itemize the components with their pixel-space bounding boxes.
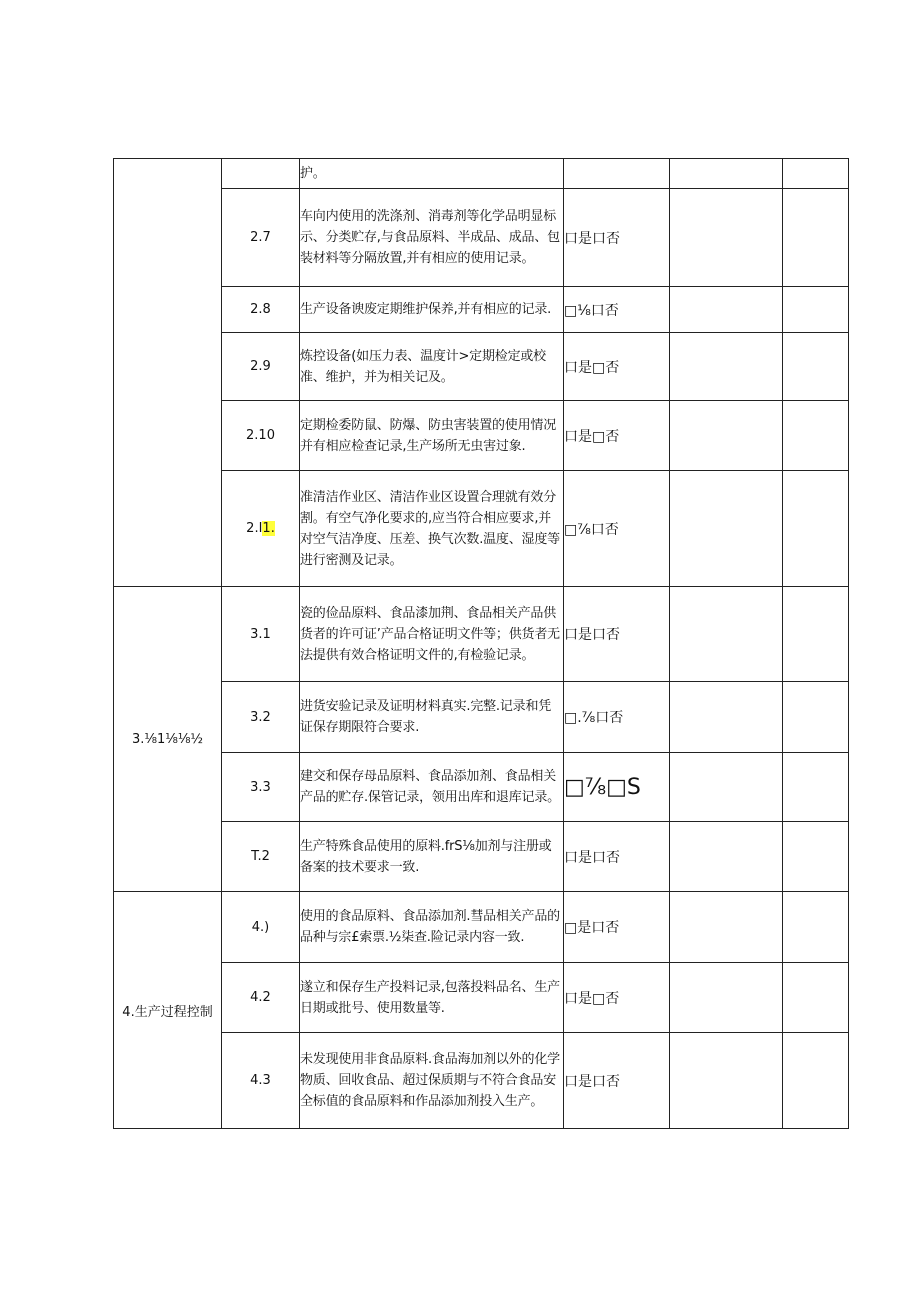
item-number: T.2: [222, 822, 300, 892]
item-number-prefix: 2.I: [246, 521, 263, 536]
result-cell: [670, 587, 783, 682]
highlighted-number: 1.: [262, 521, 275, 536]
remark-cell: [783, 471, 849, 587]
yes-no-checkbox[interactable]: □⅞□S: [564, 753, 670, 822]
result-cell: [670, 1033, 783, 1129]
table-row: [114, 753, 849, 822]
category-cell-2: [114, 159, 222, 587]
result-cell: [670, 682, 783, 753]
item-description: 未发现使用非食品原料.食品海加剂以外的化学物质、回收食品、超过保质期与不符合食品安全标值的食品原料和作品添加剂投入生产。: [300, 1033, 564, 1129]
remark-cell: [783, 1033, 849, 1129]
item-description: 遂立和保存生产投料记录,包落投料品名、生产日期或批号、使用数量等.: [300, 963, 564, 1033]
item-description: 生产特殊食品使用的原料.frS⅛加剂与注册或备案的技术要求一致.: [300, 822, 564, 892]
result-cell: [670, 159, 783, 189]
table-row: [114, 333, 849, 401]
item-number: 2.10: [222, 401, 300, 471]
table-row: [114, 892, 849, 963]
item-description: 生产设备谀废定期维护保养,并有相应的记录.: [300, 287, 564, 333]
yes-no-checkbox[interactable]: □⅞口否: [564, 471, 670, 587]
remark-cell: [783, 822, 849, 892]
item-description: 护。: [300, 159, 564, 189]
yes-no-checkbox[interactable]: [564, 159, 670, 189]
remark-cell: [783, 682, 849, 753]
yes-no-checkbox[interactable]: 口是口否: [564, 822, 670, 892]
table-row: [114, 963, 849, 1033]
yes-no-checkbox[interactable]: □.⅞口否: [564, 682, 670, 753]
item-number: 2.8: [222, 287, 300, 333]
yes-no-checkbox[interactable]: 口是□否: [564, 963, 670, 1033]
yes-no-checkbox[interactable]: 口是□否: [564, 401, 670, 471]
remark-cell: [783, 401, 849, 471]
table-row: [114, 822, 849, 892]
item-description: 定期检委防鼠、防爆、防虫害装置的使用情况并有相应检查记录,生产场所无虫害过象.: [300, 401, 564, 471]
yes-no-checkbox[interactable]: 口是口否: [564, 1033, 670, 1129]
yes-no-checkbox[interactable]: 口是口否: [564, 189, 670, 287]
result-cell: [670, 892, 783, 963]
item-number: [222, 471, 300, 587]
item-description: 进货安验记录及证明材料真实.完整.记录和凭证保存期限符合要求.: [300, 682, 564, 753]
result-cell: [670, 753, 783, 822]
table-row: [114, 471, 849, 587]
item-number: 4.): [222, 892, 300, 963]
item-number: 3.2: [222, 682, 300, 753]
remark-cell: [783, 587, 849, 682]
table-row: [114, 287, 849, 333]
item-description: 使用的食品原料、食品添加剂.彗品相关产品的品种与宗£索票.½柒查.险记录内容一致.: [300, 892, 564, 963]
remark-cell: [783, 189, 849, 287]
item-description: 瓷的俭品原料、食品漆加荆、食品相关产品供货者的许可证’产品合格证明文件等；供货者无法提供有效合格证明文件的,有检验记录。: [300, 587, 564, 682]
item-number: 4.2: [222, 963, 300, 1033]
item-number: 2.9: [222, 333, 300, 401]
yes-no-checkbox[interactable]: □⅛口否: [564, 287, 670, 333]
result-cell: [670, 287, 783, 333]
table-row: [114, 159, 849, 189]
item-description: 准清洁作业区、清洁作业区设置合理就有效分割。有空气净化要求的,应当符合相应要求,并对空气洁净度、压差、换气次数.温度、湿度等进行密测及记录。: [300, 471, 564, 587]
result-cell: [670, 471, 783, 587]
table-row: [114, 189, 849, 287]
item-number: 3.1: [222, 587, 300, 682]
result-cell: [670, 333, 783, 401]
item-number: [222, 159, 300, 189]
category-cell-4: 4.生产过程控制: [114, 892, 222, 1129]
result-cell: [670, 822, 783, 892]
table-row: [114, 401, 849, 471]
remark-cell: [783, 159, 849, 189]
item-number: 2.7: [222, 189, 300, 287]
item-number: 3.3: [222, 753, 300, 822]
remark-cell: [783, 753, 849, 822]
table-row: [114, 682, 849, 753]
item-description: 车向内使用的洗涤剂、消毒剂等化学品明显标示、分类贮存,与食品原料、半成品、成品、包装材料等分隔放置,并有相应的使用记录。: [300, 189, 564, 287]
yes-no-checkbox[interactable]: 口是□否: [564, 333, 670, 401]
table-row: [114, 587, 849, 682]
yes-no-checkbox[interactable]: □是口否: [564, 892, 670, 963]
item-description: 建交和保存母品原料、食品添加剂、食品相关产品的贮存.保管记录，领用出库和退库记录。: [300, 753, 564, 822]
item-number: 4.3: [222, 1033, 300, 1129]
remark-cell: [783, 892, 849, 963]
item-description: 炼控设备(如压力表、温度计>定期检定或校准、维护，并为相关记及。: [300, 333, 564, 401]
result-cell: [670, 401, 783, 471]
yes-no-checkbox[interactable]: 口是口否: [564, 587, 670, 682]
inspection-table: [113, 158, 849, 1129]
remark-cell: [783, 333, 849, 401]
result-cell: [670, 963, 783, 1033]
result-cell: [670, 189, 783, 287]
category-cell-3: 3.⅛1⅛⅛½: [114, 587, 222, 892]
table-row: [114, 1033, 849, 1129]
remark-cell: [783, 963, 849, 1033]
remark-cell: [783, 287, 849, 333]
